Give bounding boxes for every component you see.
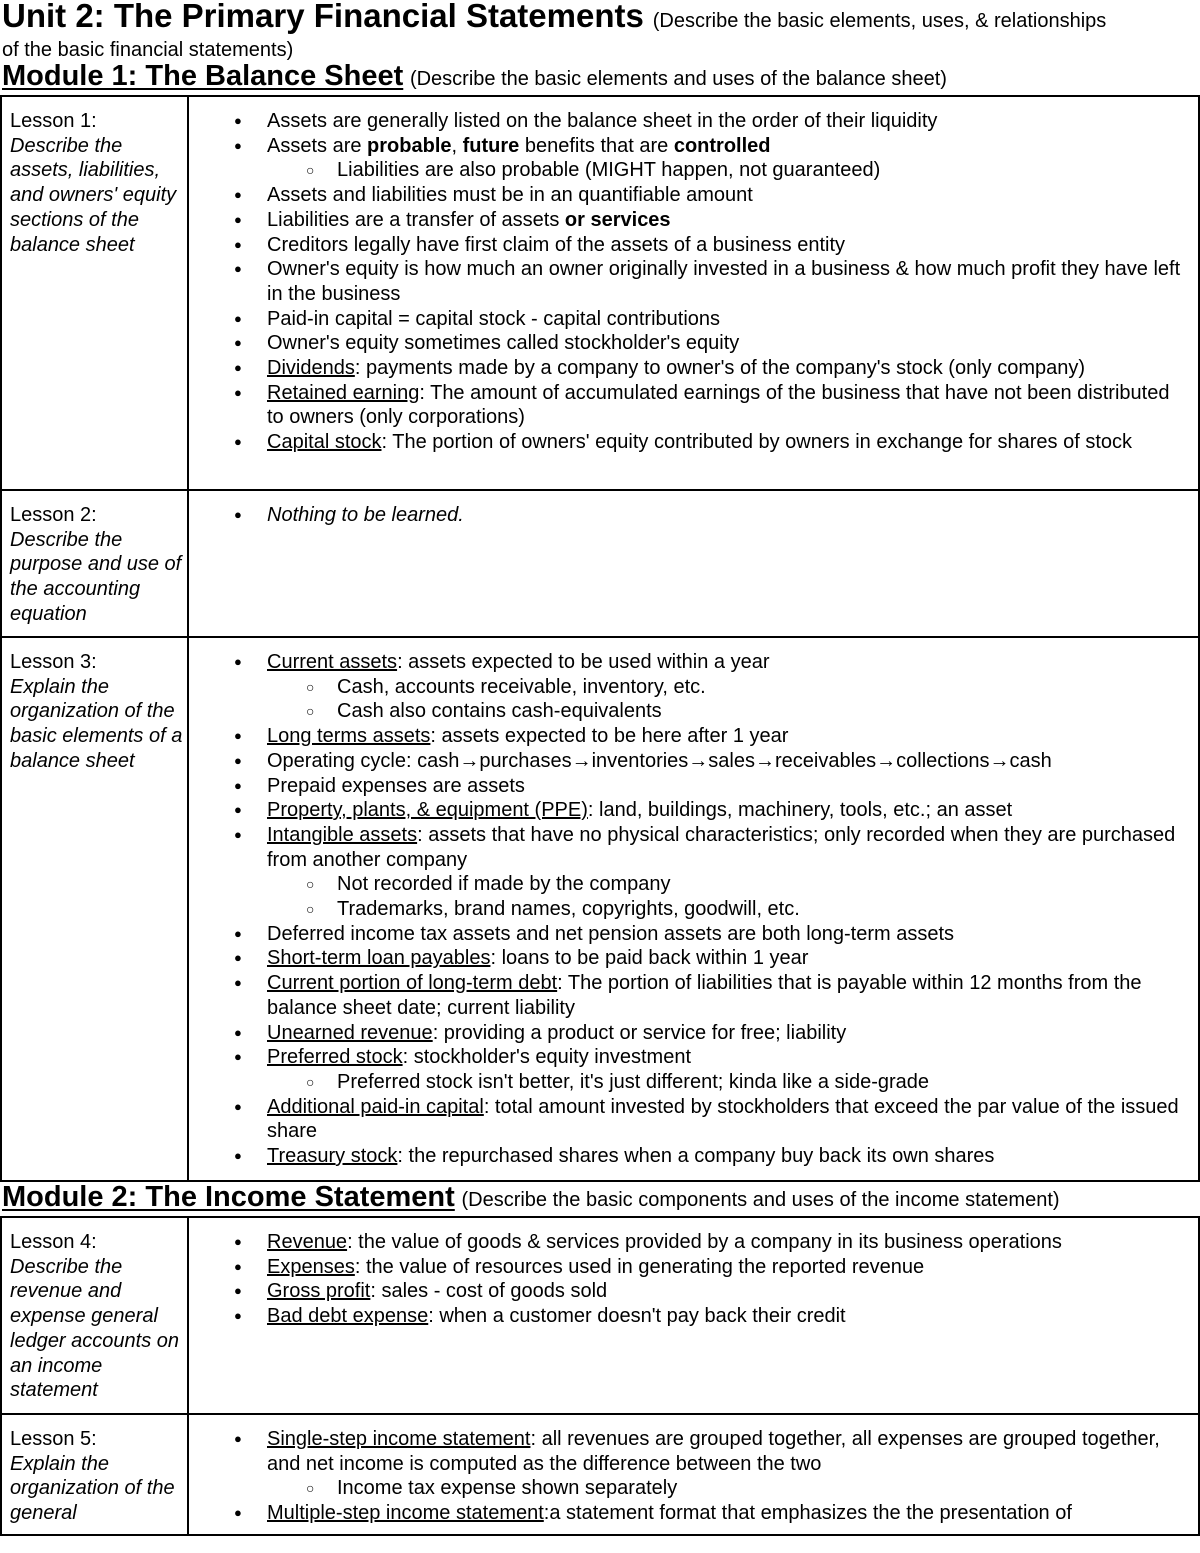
sub-bullet-item (189, 897, 1198, 922)
bullet-text: : the value of goods & services provided by a company in its business operations (347, 1231, 1062, 1253)
bullet-text: : payments made by a company to owner's of the company's stock (only company) (354, 357, 1086, 380)
bullet-item (189, 1021, 1198, 1046)
term: Property, plants, & equipment (PPE) (267, 799, 588, 822)
lesson-notes (189, 97, 1198, 489)
bullet-item (189, 356, 1198, 381)
bullet-text: : The portion of owners' equity contributed by owners in exchange for shares of stock (381, 431, 1133, 454)
lesson-notes (189, 1415, 1198, 1534)
bullet-text: Cash, accounts receivable, inventory, etc. (337, 675, 706, 698)
lesson-title: Explain the organization of the basic elements of a balance sheet (10, 675, 183, 772)
module-2-lesson-table (0, 1216, 1200, 1536)
bullet-text: Owner's equity is how much an owner originally invested in a business & how much profit they have left in the business (267, 258, 1181, 305)
module-title: Module 2: The Income Statement (2, 1181, 455, 1213)
bullet-text: Income tax expense shown separately (337, 1477, 678, 1500)
term: Retained earning (267, 381, 420, 404)
term: Gross profit (267, 1280, 371, 1303)
bullet-item (189, 823, 1198, 872)
bullet-text: : assets expected to be used within a year (397, 651, 770, 673)
lesson-number: Lesson 3: (10, 651, 97, 673)
term: Capital stock (267, 431, 382, 454)
bullet-item (189, 331, 1198, 356)
bullet-text: Nothing to be learned. (267, 504, 464, 526)
term: Current assets (267, 651, 398, 673)
bullet-item (189, 922, 1198, 947)
bullet-item (189, 1255, 1198, 1280)
bullet-text: Cash also contains cash-equivalents (337, 700, 662, 723)
bullet-text: Creditors legally have first claim of the assets of a business entity (267, 233, 846, 256)
notes-list (189, 1427, 1198, 1526)
unit-title: Unit 2: The Primary Financial Statements (2, 0, 644, 34)
term: Current portion of long-term debt (267, 972, 558, 995)
module-description: (Describe the basic elements and uses of the balance sheet) (409, 68, 947, 90)
bullet-text: Prepaid expenses are assets (267, 774, 525, 797)
lesson-title: Describe the assets, liabilities, and owners' equity sections of the balance sheet (10, 134, 177, 256)
unit-heading (0, 0, 1200, 61)
bullet-text: Trademarks, brand names, copyrights, goodwill, etc. (337, 898, 800, 921)
bullet-item (189, 183, 1198, 208)
bullet-text: Paid-in capital = capital stock - capital contributions (267, 307, 721, 330)
bullet-item (189, 1427, 1198, 1476)
term: Revenue (267, 1231, 348, 1253)
bullet-text: probable (367, 134, 452, 157)
bullet-text: : sales - cost of goods sold (370, 1280, 608, 1303)
lesson-row (2, 489, 1198, 636)
lesson-number: Lesson 5: (10, 1428, 97, 1450)
term: Long terms assets (267, 725, 431, 748)
bullet-text: future (462, 134, 520, 157)
bullet-text: :a statement format that emphasizes the the presentation of (543, 1502, 1072, 1525)
bullet-text: Liabilities are a transfer of assets (267, 208, 565, 231)
bullet-item (189, 134, 1198, 159)
term: Expenses (267, 1255, 355, 1278)
bullet-text: Not recorded if made by the company (337, 873, 671, 896)
bullet-item (189, 1045, 1198, 1070)
lesson-label (2, 97, 189, 489)
bullet-item (189, 381, 1198, 430)
bullet-text: : providing a product or service for free; liability (432, 1021, 847, 1044)
term: Dividends (267, 357, 355, 380)
bullet-text: , (451, 134, 463, 157)
bullet-item (189, 1501, 1198, 1526)
lesson-row (2, 97, 1198, 489)
bullet-item (189, 503, 1198, 528)
module-title: Module 1: The Balance Sheet (2, 60, 404, 92)
bullet-text: : The amount of accumulated earnings of the business that have not been distributed to owners (only corporations) (267, 381, 1170, 429)
bullet-item (189, 774, 1198, 799)
bullet-item (189, 1230, 1198, 1255)
term: Intangible assets (267, 823, 418, 846)
bullet-item (189, 1144, 1198, 1169)
bullet-item (189, 208, 1198, 233)
bullet-text: : The portion of liabilities that is payable within 12 months from the balance sheet date; current liability (267, 972, 1142, 1019)
bullet-item (189, 257, 1198, 306)
sub-bullet-item (189, 872, 1198, 897)
sub-bullet-item (189, 675, 1198, 700)
bullet-text: : total amount invested by stockholders that exceed the par value of the issued share (267, 1095, 1179, 1143)
bullet-text: : stockholder's equity investment (402, 1046, 692, 1069)
lesson-label (2, 491, 189, 636)
bullet-text: Assets are generally listed on the balance sheet in the order of their liquidity (267, 110, 938, 132)
lesson-label (2, 1415, 189, 1534)
module-1-heading (0, 61, 1200, 95)
bullet-item (189, 650, 1198, 675)
lesson-title: Explain the organization of the general (10, 1452, 175, 1525)
bullet-text: : the repurchased shares when a company buy back its own shares (397, 1145, 995, 1168)
unit-description: (Describe the basic elements, uses, & relationships (652, 10, 1107, 32)
bullet-text: Assets and liabilities must be in an quantifiable amount (267, 184, 753, 207)
bullet-item (189, 946, 1198, 971)
bullet-text: Liabilities are also probable (MIGHT happen, not guaranteed) (337, 159, 881, 182)
bullet-item (189, 1304, 1198, 1329)
lesson-number: Lesson 4: (10, 1231, 97, 1253)
bullet-text: Operating cycle: cash→purchases→inventories→sales→receivables→collections→cash (267, 749, 1052, 772)
lesson-notes (189, 1218, 1198, 1413)
module-1-lesson-table (0, 95, 1200, 1182)
bullet-text: : the value of resources used in generating the reported revenue (354, 1255, 925, 1278)
lesson-row (2, 636, 1198, 1180)
bullet-text: : assets expected to be here after 1 year (430, 725, 789, 748)
bullet-text: benefits that are (519, 134, 674, 157)
notes-list (189, 109, 1198, 455)
bullet-item (189, 1095, 1198, 1144)
bullet-item (189, 749, 1198, 774)
sub-bullet-item (189, 158, 1198, 183)
bullet-item (189, 430, 1198, 455)
notes-list (189, 650, 1198, 1169)
sub-bullet-item (189, 1070, 1198, 1095)
bullet-text: : assets that have no physical characteristics; only recorded when they are purchased from another company (267, 823, 1176, 871)
lesson-title: Describe the revenue and expense general ledger accounts on an income statement (10, 1255, 180, 1402)
bullet-text: controlled (673, 134, 771, 157)
notes-list (189, 1230, 1198, 1329)
lesson-row (2, 1218, 1198, 1413)
term: Additional paid-in capital (267, 1095, 484, 1118)
bullet-item (189, 724, 1198, 749)
term: Multiple-step income statement (267, 1502, 544, 1525)
lesson-label (2, 1218, 189, 1413)
bullet-item (189, 1279, 1198, 1304)
sub-bullet-item (189, 1476, 1198, 1501)
bullet-text: or services (564, 208, 671, 231)
bullet-item (189, 233, 1198, 258)
bullet-text: Deferred income tax assets and net pension assets are both long-term assets (267, 922, 955, 945)
lesson-title: Describe the purpose and use of the accounting equation (10, 528, 182, 625)
bullet-item (189, 971, 1198, 1020)
lesson-number: Lesson 1: (10, 110, 97, 132)
module-2-heading (0, 1182, 1200, 1216)
lesson-label (2, 638, 189, 1180)
unit-description-continued: of the basic financial statements) (2, 39, 294, 61)
term: Preferred stock (267, 1046, 403, 1069)
bullet-text: : land, buildings, machinery, tools, etc.; an asset (587, 799, 1013, 822)
term: Treasury stock (267, 1145, 398, 1168)
bullet-text: Preferred stock isn't better, it's just different; kinda like a side-grade (337, 1070, 930, 1093)
lesson-number: Lesson 2: (10, 504, 97, 526)
bullet-text: : when a customer doesn't pay back their credit (428, 1305, 846, 1328)
term: Unearned revenue (267, 1021, 433, 1044)
lesson-notes (189, 638, 1198, 1180)
bullet-text: : all revenues are grouped together, all expenses are grouped together, and net income is computed as the difference between the two (267, 1428, 1160, 1475)
lesson-notes (189, 491, 1198, 636)
notes-list (189, 503, 1198, 528)
bullet-text: Owner's equity sometimes called stockholder's equity (267, 332, 740, 355)
module-description: (Describe the basic components and uses of the income statement) (461, 1189, 1060, 1211)
term: Short-term loan payables (267, 947, 491, 970)
bullet-item (189, 798, 1198, 823)
lesson-row (2, 1413, 1198, 1534)
bullet-item (189, 109, 1198, 134)
sub-bullet-item (189, 699, 1198, 724)
bullet-text: Assets are (267, 134, 368, 157)
bullet-item (189, 307, 1198, 332)
term: Bad debt expense (267, 1305, 429, 1328)
bullet-text: : loans to be paid back within 1 year (490, 947, 809, 970)
term: Single-step income statement (267, 1428, 531, 1450)
